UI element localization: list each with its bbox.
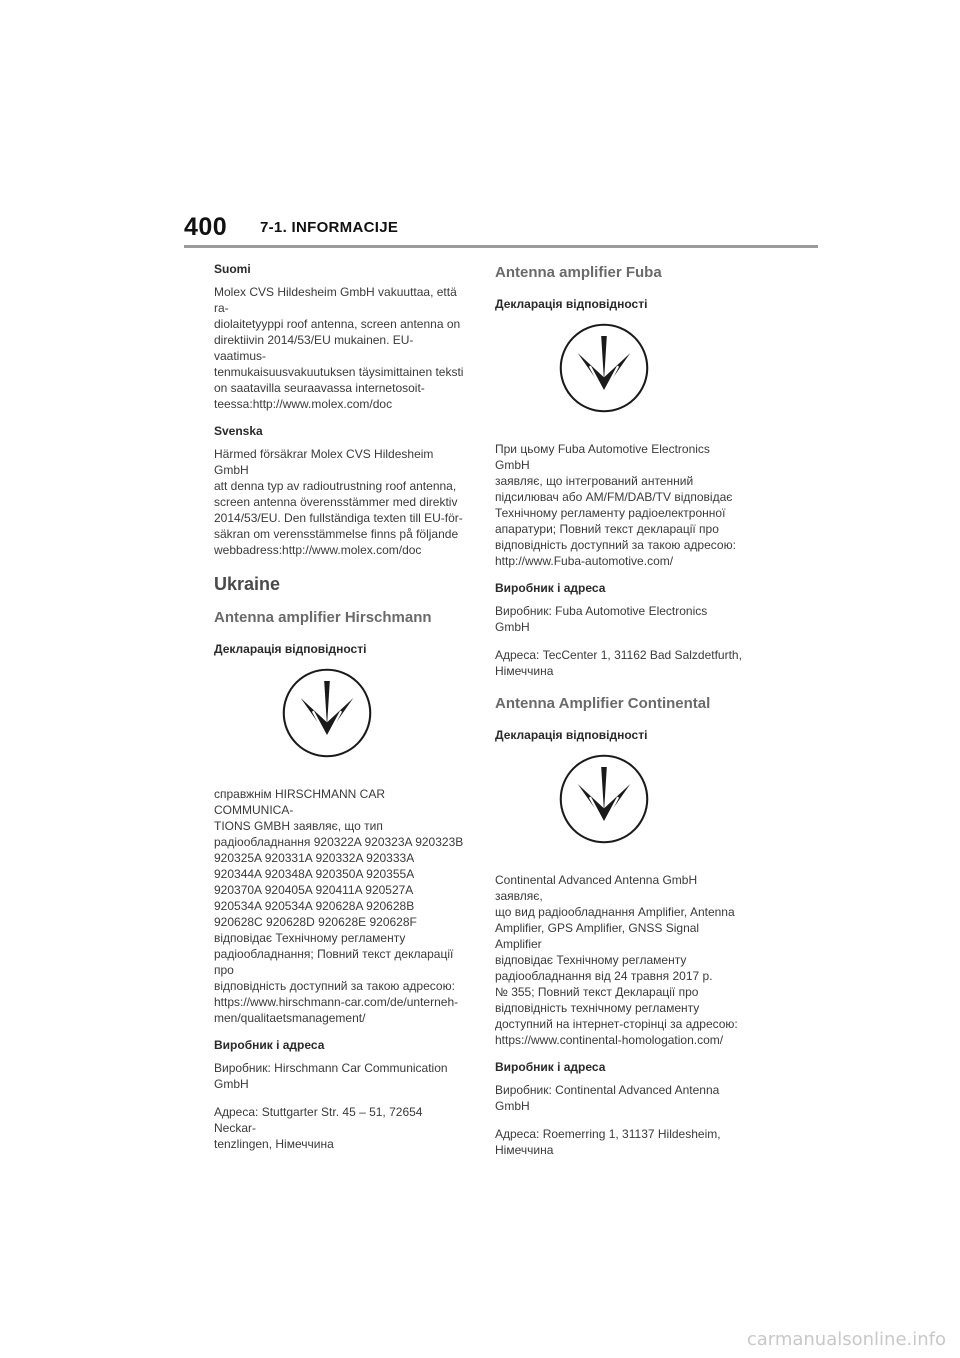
page-number: 400 bbox=[184, 213, 228, 241]
fuba-manufacturer: Виробник: Fuba Automotive Electronics GmbH bbox=[495, 604, 708, 634]
suomi-text: Molex CVS Hildesheim GmbH vakuuttaa, että ra- diolaitetyyppi roof antenna, screen antenna on direktiivin 2014/53/EU mukainen. EU-vaatimus- tenmukaisuusvakuutuksen täysimittainen teksti on saatavilla seuraavassa internetosoit- teessa:http://www.molex.com/doc bbox=[214, 285, 464, 411]
suomi-heading: Suomi bbox=[214, 262, 251, 276]
fuba-declaration-text: При цьому Fuba Automotive Electronics GmbH заявляє, що інтегрований антенний підсилювач або AM/FM/DAB/TV відповідає Технічному регламенту радіоелектронної апаратури; Повний текст декларації про відповідність доступний за такою адресою: http://www.Fuba-automotive.com/ bbox=[495, 442, 736, 568]
hirschmann-address: Адреса: Stuttgarter Str. 45 – 51, 72654 Neckar- tenzlingen, Німеччина bbox=[214, 1105, 423, 1151]
right-column bbox=[495, 262, 745, 1170]
hirschmann-heading: Antenna amplifier Hirschmann bbox=[214, 609, 432, 626]
continental-address: Адреса: Roemerring 1, 31137 Hildesheim, Німеччина bbox=[495, 1127, 721, 1157]
header-divider bbox=[184, 245, 818, 248]
fuba-address: Адреса: TecCenter 1, 31162 Bad Salzdetfurth, Німеччина bbox=[495, 648, 742, 678]
fuba-heading: Antenna amplifier Fuba bbox=[495, 264, 662, 281]
hirschmann-manufacturer-heading: Виробник і адреса bbox=[214, 1038, 325, 1052]
continental-manufacturer: Виробник: Continental Advanced Antenna GmbH bbox=[495, 1083, 720, 1113]
left-column bbox=[214, 262, 464, 1164]
svenska-heading: Svenska bbox=[214, 424, 263, 438]
ukrainian-conformity-mark-icon bbox=[280, 666, 374, 760]
hirschmann-manufacturer: Виробник: Hirschmann Car Communication GmbH bbox=[214, 1061, 448, 1091]
hirschmann-declaration-text: справжнім HIRSCHMANN CAR COMMUNICA- TIONS GMBH заявляє, що тип радіообладнання 920322A 920323A 920323B 920325A 920331A 920332A 920333A 920344A 920348A 920350A 920355A 920370A 920405A 920411A 920527A 920534A 920534A 920628A 920628B 920628C 920628D 920628E 920628F відповідає Технічному регламенту радіообладнання; Повний текст декларації про відповідність доступний за такою адресою: https://www.hirschmann-car.com/de/unterneh- men/qualitaetsmanagement/ bbox=[214, 787, 464, 1025]
hirschmann-declaration-heading: Декларація відповідності bbox=[214, 642, 367, 656]
ukrainian-conformity-mark-icon bbox=[557, 752, 651, 846]
fuba-manufacturer-heading: Виробник і адреса bbox=[495, 581, 606, 595]
continental-manufacturer-heading: Виробник і адреса bbox=[495, 1060, 606, 1074]
continental-heading: Antenna Amplifier Continental bbox=[495, 695, 711, 712]
fuba-declaration-heading: Декларація відповідності bbox=[495, 297, 648, 311]
ukraine-heading: Ukraine bbox=[214, 574, 281, 594]
continental-declaration-text: Continental Advanced Antenna GmbH заявляє, що вид радіообладнання Amplifier, Antenna Amplifier, GPS Amplifier, GNSS Signal Amplifier відповідає Технічному регламенту радіообладнання від 24 травня 2017 р. № 355; Повний текст Декларації про відповідність технічному регламенту доступний на інтернет-сторінці за адресою: https://www.continental-homologation.com/ bbox=[495, 873, 738, 1047]
continental-declaration-heading: Декларація відповідності bbox=[495, 728, 648, 742]
svenska-text: Härmed försäkrar Molex CVS Hildesheim GmbH att denna typ av radioutrustning roof antenna, screen antenna överensstämmer med direktiv 2014/53/EU. Den fullständiga texten till EU-för- säkran om verensstämmelse finns på följande webbadress:http://www.molex.com/doc bbox=[214, 447, 463, 557]
ukrainian-conformity-mark-icon bbox=[557, 321, 651, 415]
watermark: carmanualsonline.info bbox=[746, 1329, 946, 1350]
chapter-title: 7-1. INFORMACIJE bbox=[260, 219, 399, 236]
page-header bbox=[184, 213, 818, 247]
